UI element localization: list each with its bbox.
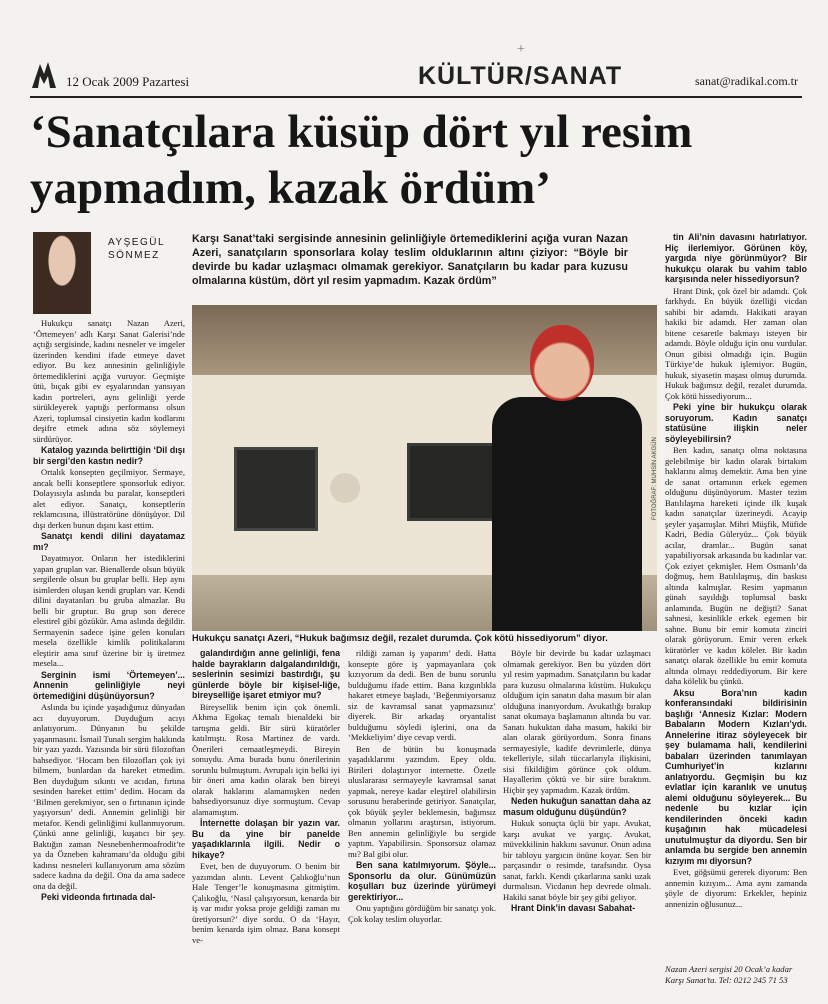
headline: ‘Sanatçılara küsüp dört yıl resim yapmadım, kazak ördüm’ xyxy=(30,106,693,214)
question-subhead: Ben sana katılmıyorum. Şöyle... Sponsorlu da olur. Günümüzün koşulları buz üzerinde yürümeyi gerektiriyor... xyxy=(348,860,496,902)
article-deck: Karşı Sanat’taki sergisinde annesinin gelinliğiyle örtemediklerini açığa vuran Nazan Azeri, sanatçıların sponsorlara kolay teslim olduklarının altını çiziyor: “Böyle bir devirde bu kadar uzlaşmacı olmamak gerekiyor. Sanatçıların bu kadar para kuzusu olmalarına küstüm, dört yıl resim yapmadım. Kazak ördüm” xyxy=(192,233,628,287)
body-paragraph: Bireysellik benim için çok önemli. Akhma Egokaç temalı bienaldeki bir tartışma geldi. Bir sürü küratörler katılmıştı. Rosa Martinez de vardı. Önerileri cemaatleşmeydi. Bireyin sonuydu. Ama burada bunu önerilerinin sorunlu bulmuştum. Avrupalı için belki iyi bir öneri ama kadın olarak ben bireyi olarak haklarını alamamışken neden bahsediyorsunuz diye sormuştum. Cevap alamamıştım. xyxy=(192,701,340,817)
body-paragraph: Evet, göğsümü gererek diyorum: Ben annemin kızıyım... Ama aynı zamanda şöyle de diyorum: Erkekler, hepiniz annenizin oğlusunuz... xyxy=(665,867,807,909)
author-first-name: AYŞEGÜL xyxy=(108,237,165,248)
artwork-right xyxy=(407,443,497,521)
column-4 xyxy=(503,648,651,960)
section-title: KÜLTÜR/SANAT xyxy=(418,62,623,90)
exhibition-info: Nazan Azeri sergisi 20 Ocak’a kadar Karşı Sanat’ta. Tel: 0212 245 71 53 xyxy=(665,964,793,985)
column-3 xyxy=(348,648,496,960)
question-subhead: Peki videonda fırtınada dal- xyxy=(41,892,156,902)
question-subhead: Serginin ismi ‘Örtemeyen’... Annenin gelinliğiyle neyi örtemediğini düşünüyorsun? xyxy=(33,669,185,701)
body-paragraph: Hukukçu sanatçı Nazan Azeri, ‘Örtemeyen’ adlı Karşı Sanat Galerisi’nde açtığı sergisinde, kadını nesneler ve imgeler üzerinden kendini ifade etmeye davet ediyor. Bu kez annesinin gelinliğiyle örtemediklerini açığa vuruyor. Geçmişte ütü, bıçak gibi ev eşyalarından yansıyan kadın portreleri, aynı gelinliği yerde sürükleyerek yaptığı performansı olsun Azeri, toplumsal cinsiyetin kadın kodlarını deşifre etmek adına söz söylemeyi sürdürüyor. xyxy=(33,318,185,444)
issue-date: 12 Ocak 2009 Pazartesi xyxy=(66,74,190,89)
page-header xyxy=(30,58,802,98)
body-paragraph: Böyle bir devirde bu kadar uzlaşmacı olmamak gerekiyor. Ben bu yüzden dört yıl resim yapmadım. Sanatçıların bu kadar para kuzusu olmalarına küstüm. Hukukçu olduğum için sanatın daha masum bir alan olduğuna inanıyordum. Avukatlığı bırakıp sanat okumaya başlamanın altında bu var. Sanatı hukuktan daha masum, hakiki bir alan olarak görüyordum. Sonra finans sermayesiyle, kadife devrimlerle, dünya tekelleriyle, silah tüccarlarıyla ilişkisini, sisi fikildiğim görünce çok oldum. Hayallerim çöktü ve bir süre bıraktım. Hiçbir şey yapmadım. Kazak ördüm. xyxy=(503,648,651,795)
question-subhead: tin Ali’nin davasını hatırlatıyor. Hiç ilerlemiyor. Görünen köy, yargıda niye görünmüyor? Bir hukukçu olarak bu vahim tablo karşısında neler hissediyorsun? xyxy=(665,232,807,284)
question-subhead: Katalog yazında belirttiğin ‘Dil dışı bir sergi’den kastın nedir? xyxy=(33,445,185,466)
question-subhead: Hrant Dink’in davası Sabahat- xyxy=(511,903,636,913)
photo-caption: Hukukçu sanatçı Azeri, “Hukuk bağımsız değil, rezalet durumda. Çok kötü hissediyorum” diyor. xyxy=(192,633,608,643)
question-subhead: İnternette dolaşan bir yazın var. Bu da yine bir panelde yaşadıklarınla ilgili. Nedir o hikaye? xyxy=(192,818,340,860)
question-subhead: Peki yine bir hukukçu olarak soruyorum. Kadın sanatçı statüsüne ilişkin neler söyleyebilirsin? xyxy=(665,402,807,444)
section-email[interactable]: sanat@radikal.com.tr xyxy=(694,74,798,88)
author-byline xyxy=(108,236,165,262)
body-paragraph: rildiği zaman iş yaparım’ dedi. Hatta konsepte göre iş yapmayanlara çok kızıyorum da dedi. Ben de bunu sorunlu bulduğumu ifade ettim. Bana kızgınlıkla hakaret etmeye başladı, ‘Beğenmiyorsanız siz de kavramsal sanat yapmazsınız’ diyerek. Bir arkadaş oryantalist bulduğumu söyledi işlerini, ona da ‘Mekkeliyim’ diye cevap verdi. xyxy=(348,648,496,742)
question-subhead: Sanatçı kendi dilini dayatamaz mı? xyxy=(33,531,185,552)
body-paragraph: Dayatmıyor. Onların her istediklerini yapan gruplan var. Bienallerde olsun büyük sergilerde olsun bu gruplar belli. Hep aynı isimlerden oluşan kendi grupları var. Kendi dilini dayatanları bu gruba almazlar. Bu belli bir gruptur. Bu grup son derece elestirel gibi gözükür. Ama aslında değildir. Sermayenin sadece işine gelen konuları mesela özellikle kimlik politikalarını eleştirir ama sınıf üzerine bir iş üretmez mesela... xyxy=(33,553,185,668)
question-subhead: galandırdığın anne gelinliği, fena halde bayrakların dalgalandırıldığı, seslerinin sesimizi bastırdığı, şu günlerde böyle bir kişisel-liğe, bireyselliğe işaret etmiyor mu? xyxy=(192,648,340,700)
newspaper-logo-icon xyxy=(30,60,58,90)
body-paragraph: Aslında bu içinde yaşadığımız dünyadan acı duyuyorum. Duyduğum acıyı anlatıyorum. Dünyanın bu şekilde yaşanmasını. İsmail Tunalı sergim hakkında bir yazı yazdı. Yazısında bir sürü filozoftan bahsediyor. ‘Hocam ben filozofları çok iyi bilmem, bunlardan da hareket etmedim. Ben duyduğum sıkıntı ve acıdan, fırtına sesinden hareket ettim’ dedim. Hocam da ‘Bilmen gerekmiyor, sen o fırtınanın içinde yaşıyorsun’ dedi. Annemin gelinliği bir metafor. Kendi gelinliğimi kullanmıyorum. Çünkü anne gelinliği, kuşatıcı bir şey. Baktığın zaman Nesnebenhermoafrodit’te ya da Özneben kahramanı’da olduğu gibi kadınsı nesneleri kullanıyorum ama sözüm sadece kadına da değil. Ona da ama sadece ona da değil. xyxy=(33,702,185,891)
author-photo xyxy=(33,232,91,314)
column-5 xyxy=(665,232,807,958)
registration-mark: + xyxy=(517,42,525,57)
photo-credit: FOTOĞRAF: MUHSİN AKGÜN xyxy=(652,437,658,520)
body-paragraph: Hrant Dink, çok özel bir adamdı. Çok farkhydı. En büyük özelliği vicdan sahibi bir adamdı. Hakikati arayan hakiki bir adamdı. Her zaman olan bitene cesaretle bakmayı isteyen bir adamdı. Böyle olduğu için onu vurdular. Onun gibisi olmadığı için. Bugün Türkiye’de hukuk işlemiyor. Bugün, hukuk, siyasetin maşası olmuş durumda. Hukuk bağımsız değil, rezalet durumda. Çok kötü hissediyorum... xyxy=(665,285,807,401)
body-paragraph: Ortalık konsepten geçilmiyor. Sermaye, ancak belli konseptlere sponsorluk ediyor. Dolayısıyla aslında bu paralar, konseptleri alet ediyor. Sanatçı, konseptlerin reklamcısına, illüstratörüne dönüşüyor. Dil dışı derken bunun dışını kast ettim. xyxy=(33,467,185,530)
body-paragraph: Evet, ben de duyuyorum. O benim bir yazımdan alıntı. Levent Çalıkoğlu’nun Hale Tenger’le konuşmasına gitmiştim. Çalıkoğlu, ‘Nasıl çalışıyorsun, kenarda bir iş var mıdır yoksa proje geldiği zaman mı üretiyorsun?’ diye sordu. O da ‘Hayır, benim kenarda işim olmaz. Bana konsept ve- xyxy=(192,861,340,945)
artwork-left xyxy=(234,447,318,531)
question-subhead: Neden hukuğun sanattan daha az masum olduğunu düşündün? xyxy=(503,796,651,817)
body-paragraph: Ben kadın, sanatçı olma noktasına gelebilmişe bir kadın olarak birtakım haklarını almış demektir. Ama ben yine de sanat ortamının erkek egemen olduğunu düşünüyorum. Master tezim Batılılaşma hareketi içinde ilk kuşak kadın sanatçılar üzerineydi. Acayip şeyler yaşamışlar. Mihri Müşfik, Müfide Kadri, Bedia Güleryüz... Çok büyük acılar, dramlar... Bugün sanat yapabiliyorsak arkasında bu kadınlar var. Çok eziyet çekmişler. Hem Osmanlı’da doğmuş, hem Batılılaşmış, din baskısı altında kalmışlar. Resim yapmanın günah sayıldığı toplumsal baskı anlamında. Bugün ne değişti? Sanat sahnesi, kesinlikle erkek egemen bir sahne. Bunu bir emir komuta zinciri olarak görüyorum. Emir veren erkek küratörler ve kadın köleler. Bir kadın sanatçı olarak özellikle bu emir komuta altında olmayı reddediyorum. Bir kere daha kölelik bu çünkü. xyxy=(665,445,807,686)
column-2 xyxy=(192,648,340,960)
body-paragraph: Onu yaptığını gördüğüm bir sanatçı yok. Çok kolay teslim oluyorlar. xyxy=(348,903,496,924)
question-subhead: Aksu Bora’nın kadın konferansındaki bildirisinin başlığı ‘Annesiz Kızlar: Modern Babaların Modern Kızları’ydı. Annelerine itiraz söyleyecek bir şey bulamama hali, kendilerini babaları üzerinden tanımlayan Cumhuriyet’in kızlarını anlatıyordu. Geçmişin bu kız evlatlar için karanlık ve unutuş alemi olduğunu söyleyerek... Bu nedenle bu kızlar için kendilerinden önceki kadın kuşağının hak mücadelesi unutulmuştur da diyordu. Sen bir anlamda bu sergide ben annemin kızıyım mı diyorsun? xyxy=(665,687,807,866)
flower-vase xyxy=(330,473,360,503)
body-paragraph: Hukuk sonuçta üçlü bir yapı. Avukat, karşı avukat ve yargıç. Avukat, müvekkilinin hakkını savunur. Onun adına bir tabloyu yargıcın önüne koyar. Sen bir parçasındır o resimde, tarafsındır. Oysa sanat, farklı. Kendi çıkarlarına sanki uzak durmalısın. Vicdanın hep devrede olmalı. Hakiki sanat böyle bir şey gibi geliyor. xyxy=(503,818,651,902)
author-last-name: SÖNMEZ xyxy=(108,250,160,261)
body-paragraph: Ben de bütün bu konuşmada yaşadıklarımı yazmdım. Epey oldu. Birileri dolaştırıyor internette. Özetle uluslararası sermayeyle kavramsal sanat yapmak, nereye kadar eleştirel olabilirsin sorusunu beraberinde getiriyor. Sanatçılar, çok büyük şeyler beklemesin, bağımsız olmanın yollarını araştırsın, istiyorum. Ben annemin gelinliğiyle bu sergide yaptım. Yapabilirsin. Sponsorsuz olamaz mı? Bal gibi olur. xyxy=(348,743,496,859)
artist-figure xyxy=(492,325,642,631)
feature-photo xyxy=(192,305,657,631)
column-1 xyxy=(33,318,185,958)
